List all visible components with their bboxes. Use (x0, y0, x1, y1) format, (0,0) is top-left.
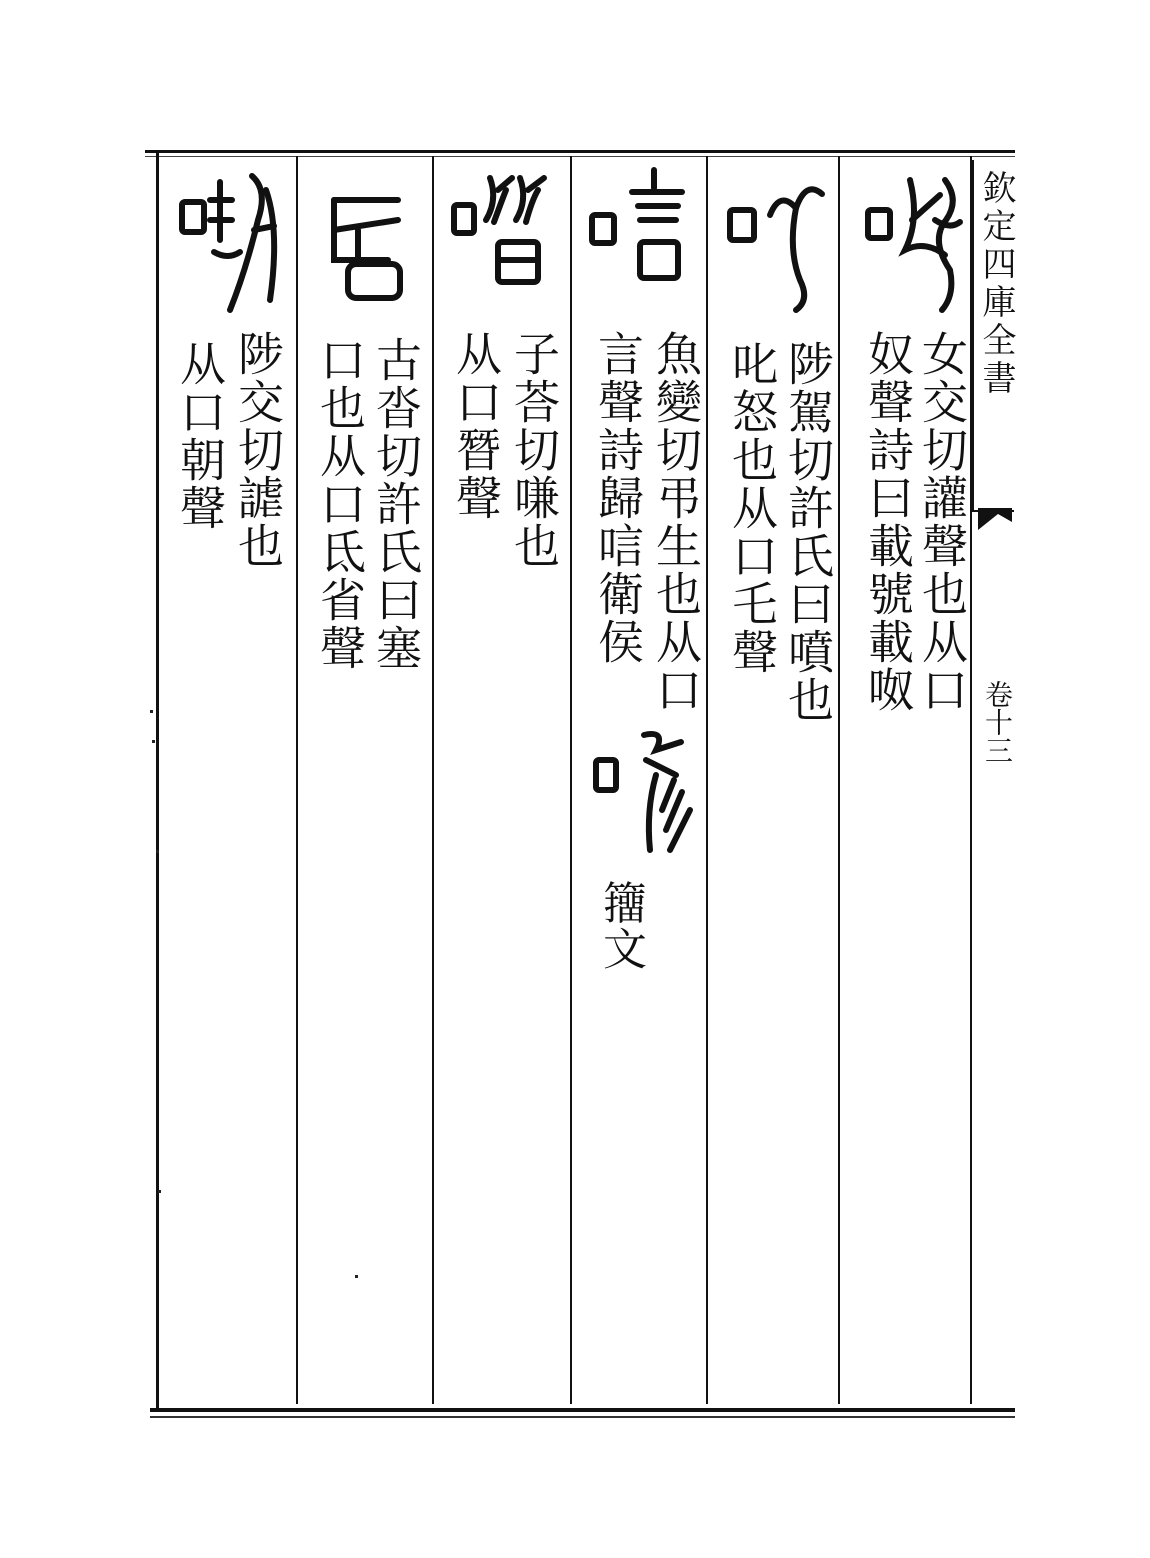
gloss-line: 从口朁聲 (449, 330, 503, 522)
gloss-line: 子荅切嗛也 (507, 330, 561, 570)
scan-speck (158, 1190, 161, 1193)
scan-speck (156, 850, 159, 853)
variant-label: 籒文 (595, 880, 646, 972)
entry-column (438, 160, 568, 1400)
bottom-border (150, 1408, 1015, 1412)
gloss-line: 魚變切弔生也从口 (649, 330, 703, 714)
top-border (145, 150, 1015, 153)
entry-column (574, 160, 704, 1400)
top-border-inner (145, 156, 1015, 157)
seal-character (718, 160, 836, 320)
entry-column (300, 160, 430, 1400)
seal-character (850, 160, 968, 320)
column-divider (570, 156, 572, 1404)
seal-jiao-glyph (850, 160, 968, 320)
gloss-line: 奴聲詩曰載號載呶 (861, 330, 915, 714)
volume-number: 卷十三 (981, 680, 1014, 764)
seal-zan-glyph (446, 160, 564, 320)
entry-column (842, 160, 972, 1400)
seal-character (308, 160, 426, 320)
seal-character (582, 160, 700, 320)
bottom-border-inner (150, 1416, 1015, 1418)
column-divider (706, 156, 708, 1404)
scan-speck (150, 710, 153, 713)
scan-speck (152, 740, 155, 743)
column-divider (296, 156, 298, 1404)
column-divider (432, 156, 434, 1404)
gloss-line: 女交切讙聲也从口 (915, 330, 969, 714)
seal-shi-glyph (308, 160, 426, 320)
seal-yin-variant-glyph (586, 720, 696, 870)
scan-speck (355, 1275, 358, 1278)
entry-column (162, 160, 292, 1400)
entry-column (710, 160, 840, 1400)
gloss-line: 从口朝聲 (173, 340, 227, 532)
seal-zhao-glyph (170, 160, 288, 320)
left-border (156, 150, 159, 1412)
gloss-line: 陟交切謔也 (231, 330, 285, 570)
gloss-line: 言聲詩歸唁衛侯 (591, 330, 645, 666)
gloss-line: 叱怒也从口乇聲 (725, 340, 779, 676)
seal-character-variant (586, 720, 696, 870)
gloss-line: 古沓切許氏曰塞 (369, 336, 423, 672)
fish-tail-mark (978, 508, 1012, 538)
seal-character (170, 160, 288, 320)
seal-character (446, 160, 564, 320)
seal-chi-glyph (718, 160, 836, 320)
book-title: 欽定四庫全書 (976, 170, 1016, 398)
gloss-line: 陟駕切許氏曰噴也 (781, 340, 835, 724)
seal-yin-glyph (582, 160, 700, 320)
gloss-line: 口也从口氐省聲 (313, 336, 367, 672)
